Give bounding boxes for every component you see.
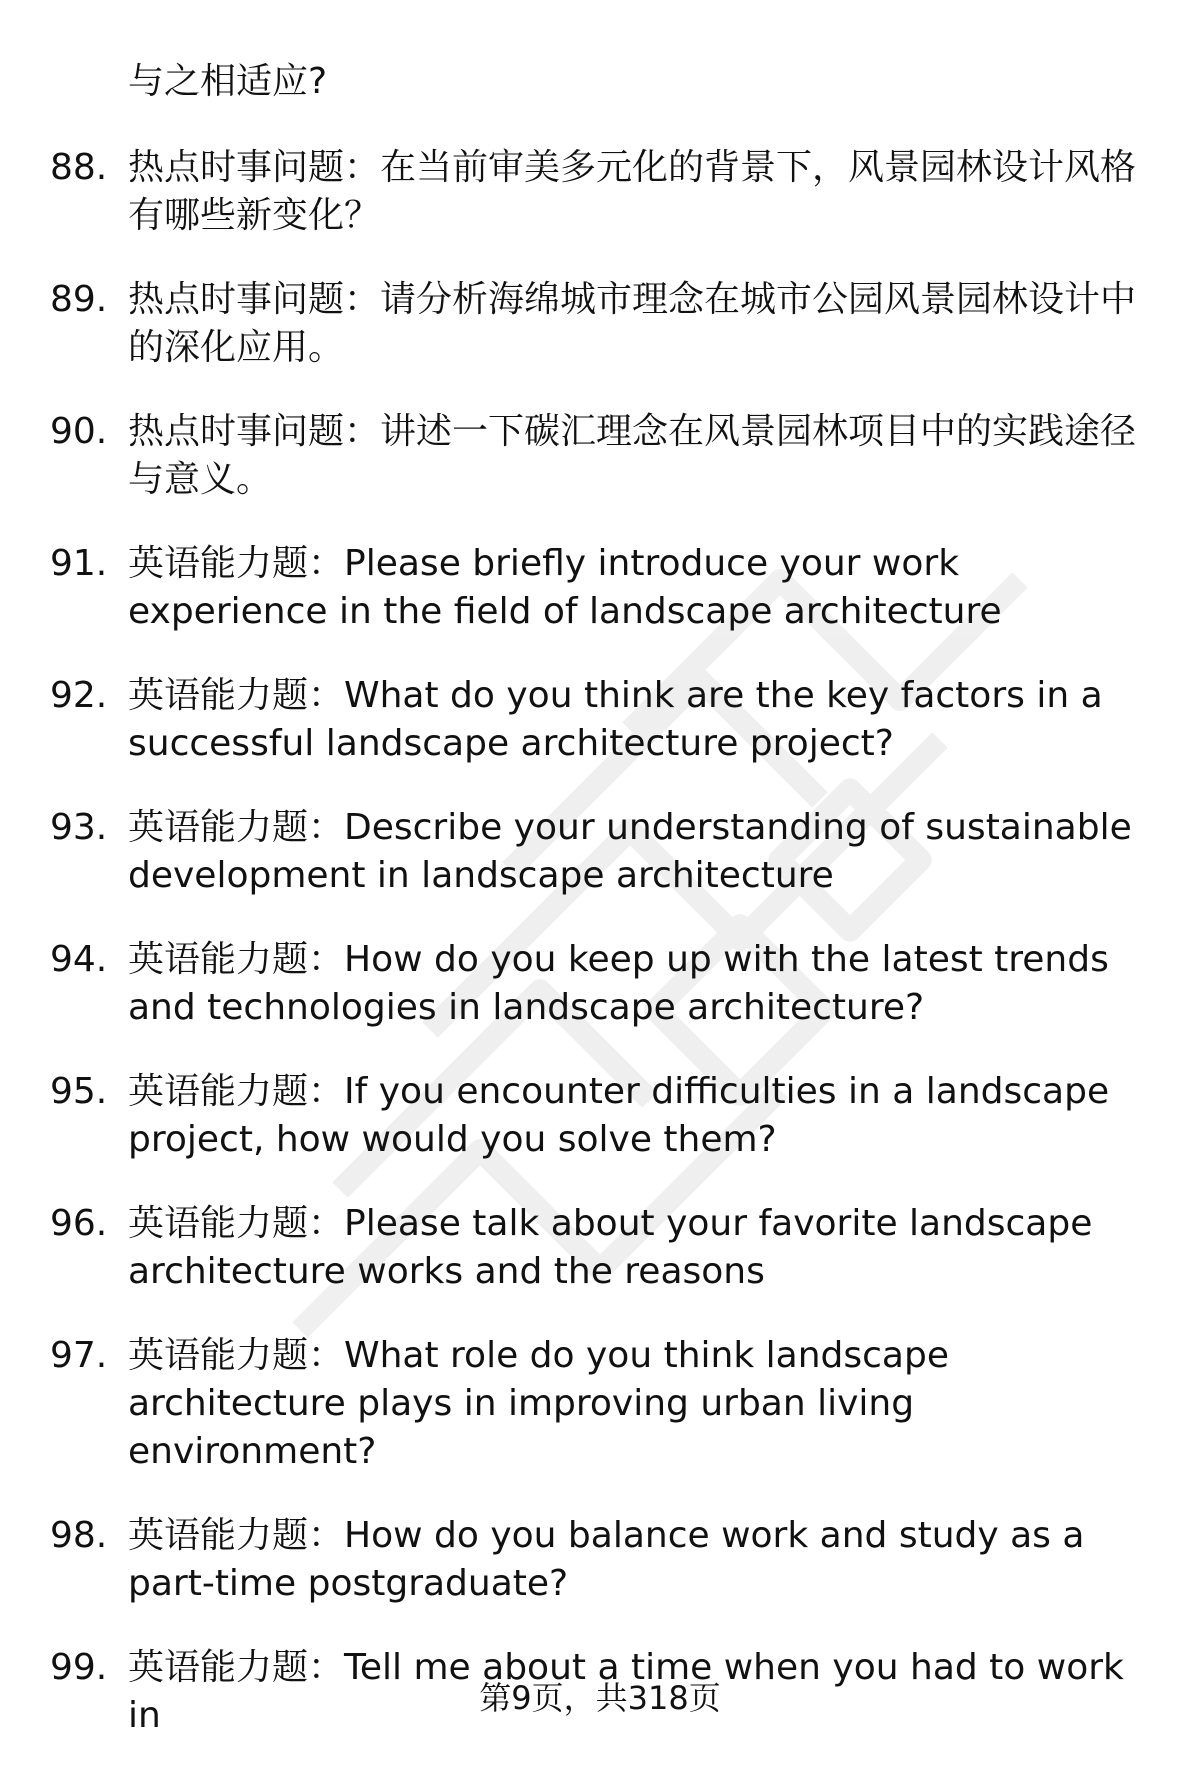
question-body: How do you keep up with the latest trends and technologies in landscape architecture?: [128, 939, 1109, 1028]
question-body: What do you think are the key factors in a successful landscape architecture project?: [128, 675, 1103, 764]
question-category: 英语能力题：: [128, 939, 345, 980]
question-text: [128, 144, 1160, 240]
question-number: 95.: [50, 1071, 108, 1112]
question-category: 英语能力题：: [128, 1071, 345, 1112]
question-text: [128, 936, 1160, 1032]
question-number: 93.: [50, 807, 108, 848]
list-item: [50, 1200, 1160, 1296]
list-item: [50, 1512, 1160, 1608]
question-body: 讲述一下碳汇理念在风景园林项目中的实践途径与意义。: [128, 411, 1137, 500]
question-number: 89.: [50, 279, 108, 320]
question-category: 热点时事问题：: [128, 147, 381, 188]
list-item: [50, 144, 1160, 240]
list-item: [50, 540, 1160, 636]
question-body: Please talk about your favorite landscape architecture works and the reasons: [128, 1203, 1093, 1292]
question-text: [128, 1200, 1160, 1296]
question-list: [50, 144, 1160, 1776]
question-number: 92.: [50, 675, 108, 716]
question-body: What role do you think landscape architecture plays in improving urban living environment?: [128, 1335, 949, 1472]
question-category: 英语能力题：: [128, 1515, 345, 1556]
page-footer: 第9页，共318页: [479, 1679, 721, 1717]
list-item: [50, 1068, 1160, 1164]
question-number: 91.: [50, 543, 108, 584]
question-category: 英语能力题：: [128, 1203, 345, 1244]
question-category: 热点时事问题：: [128, 279, 381, 320]
list-item: [50, 1332, 1160, 1476]
question-text: [128, 1068, 1160, 1164]
question-body: 在当前审美多元化的背景下，风景园林设计风格有哪些新变化？: [128, 147, 1137, 236]
question-category: 英语能力题：: [128, 675, 345, 716]
list-item: [50, 276, 1160, 372]
question-body: Please briefly introduce your work experience in the field of landscape architecture: [128, 543, 1002, 632]
question-body: How do you balance work and study as a part-time postgraduate?: [128, 1515, 1085, 1604]
question-number: 88.: [50, 147, 108, 188]
question-number: 97.: [50, 1335, 108, 1376]
question-number: 99.: [50, 1647, 108, 1688]
question-number: 94.: [50, 939, 108, 980]
list-item: [50, 408, 1160, 504]
question-category: 英语能力题：: [128, 1647, 345, 1688]
continued-question-text: 与之相适应?: [128, 61, 328, 102]
question-body: 请分析海绵城市理念在城市公园风景园林设计中的深化应用。: [128, 279, 1137, 368]
list-item: [50, 804, 1160, 900]
question-category: 热点时事问题：: [128, 411, 381, 452]
question-category: 英语能力题：: [128, 807, 345, 848]
question-text: [128, 408, 1160, 504]
question-text: [128, 1332, 1160, 1476]
question-body: Describe your understanding of sustainable development in landscape architecture: [128, 807, 1132, 896]
question-text: [128, 804, 1160, 900]
question-text: [128, 1512, 1160, 1608]
question-category: 英语能力题：: [128, 543, 345, 584]
question-text: [128, 672, 1160, 768]
question-text: [128, 540, 1160, 636]
question-body: If you encounter difficulties in a landscape project, how would you solve them?: [128, 1071, 1110, 1160]
question-text: [128, 276, 1160, 372]
question-number: 98.: [50, 1515, 108, 1556]
question-body: Tell me about a time when you had to work in: [128, 1647, 1124, 1736]
list-item: [50, 672, 1160, 768]
question-category: 英语能力题：: [128, 1335, 345, 1376]
question-number: 90.: [50, 411, 108, 452]
list-item: [50, 936, 1160, 1032]
question-number: 96.: [50, 1203, 108, 1244]
